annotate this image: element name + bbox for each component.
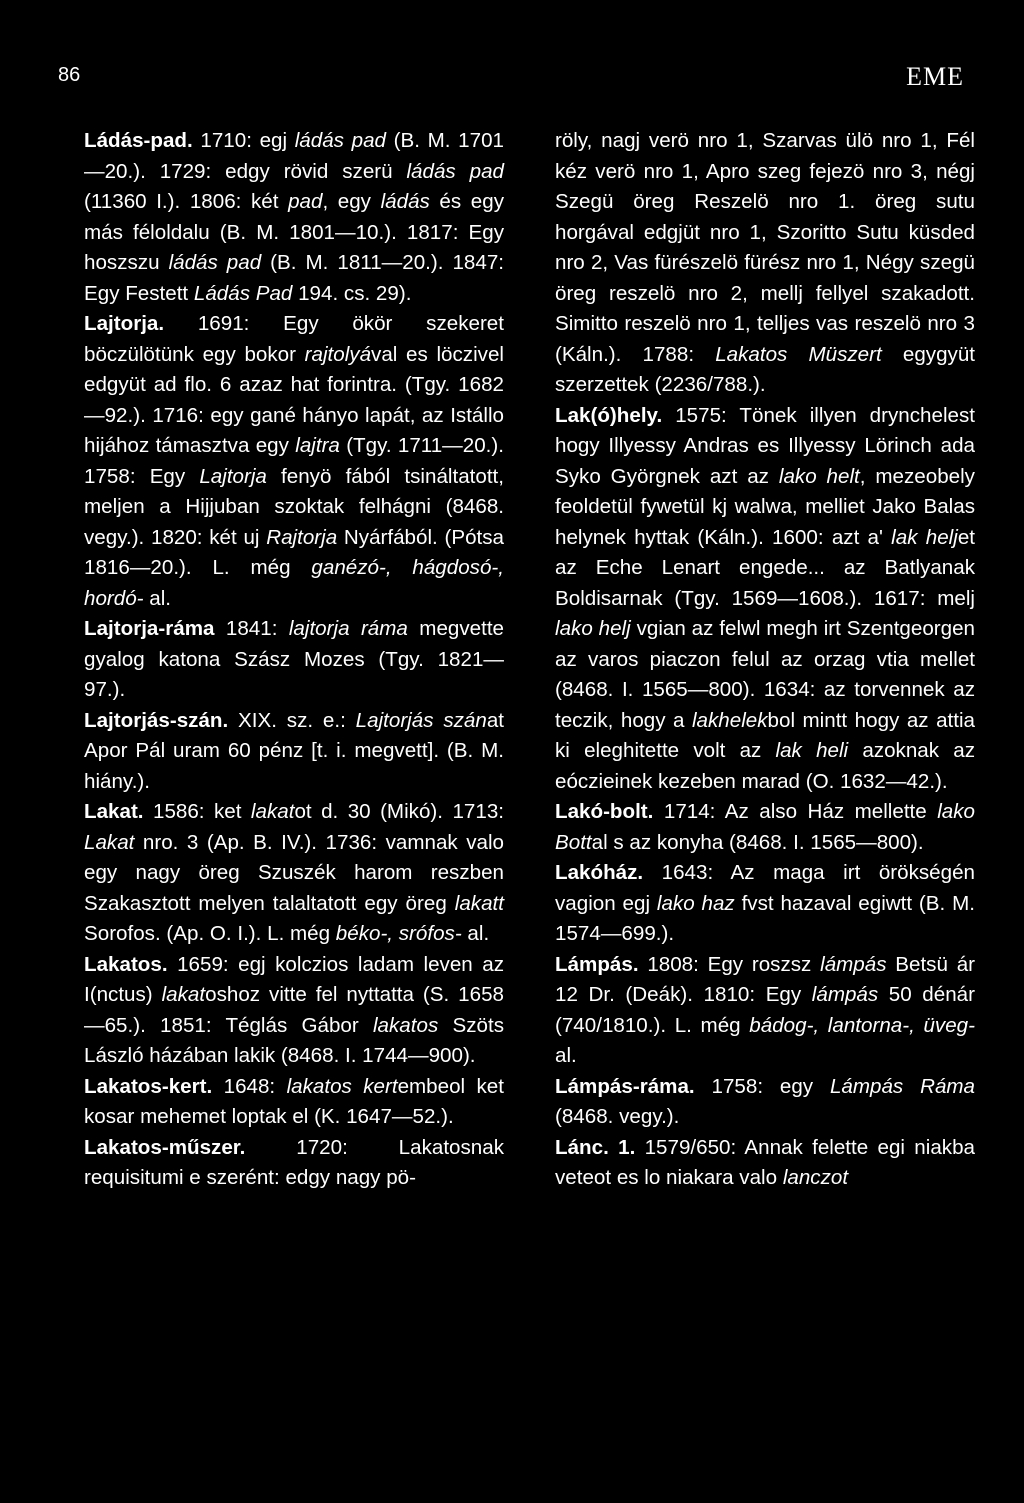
dictionary-entry: Lakóház. 1643: Az maga irt örökségén vagion egj lako haz fvst hazaval egiwtt (B. M. 1574—699.). (555, 861, 975, 945)
dictionary-entry: Lajtorja. 1691: Egy ökör szekeret böczülötünk egy bokor rajtolyával es löczivel edgyüt ad flo. 6 azaz hat forintra. (Tgy. 1682—92.). 1716: egy gané hányo lapát, az Istállo hijához támasztva egy lajtra (Tgy. 1711—20.). 1758: Egy Lajtorja fenyö fából tsináltatott, meljen a Hijjuban szoktak felhágni (8468. vegy.). 1820: két uj Rajtorja Nyárfából. (Pótsa 1816—20.). L. még ganézó-, hágdosó-, hordó- al. (84, 312, 504, 610)
page-number: 86 (58, 64, 81, 86)
right-column (555, 126, 975, 1194)
dictionary-entry: Lakatos-műszer. 1720: Lakatosnak requisitumi e szerént: edgy nagy pö- (84, 1135, 504, 1189)
dictionary-entry: Lámpás. 1808: Egy roszsz lámpás Betsü ár 12 Dr. (Deák). 1810: Egy lámpás 50 dénár (740/1810.). L. még bádog-, lantorna-, üveg- al. (555, 952, 976, 1067)
page-header (0, 62, 1024, 92)
dictionary-entry: Lakatos-kert. 1648: lakatos kertembeol ket kosar mehemet loptak el (K. 1647—52.). (84, 1074, 504, 1128)
left-column (84, 126, 504, 1194)
dictionary-entry: Lak(ó)hely. 1575: Tönek illyen drynchelest hogy Illyessy Andras es Illyessy Lörinch ada Syko Györgnek azt az lako helt, mezeobely feoldetül fywetül kj walwa, melliet Jako Balas helynek hyttak (Káln.). 1600: azt a' lak heljet az Eche Lenart engede... az Batlyanak Boldisarnak (Tgy. 1569—1608.). 1617: melj lako helj vgian az felwl megh irt Szentgeorgen az varos piaczon felul az orzag vtia mellet (8468. I. 1565—800). 1634: az torvennek az teczik, hogy a lakhelekbol mintt hogy az attia ki eleghitette volt az lak heli azoknak az eóczieinek kezeben marad (O. 1632—42.). (555, 403, 975, 793)
dictionary-entry: Lámpás-ráma. 1758: egy Lámpás Ráma (8468. vegy.). (555, 1074, 976, 1128)
dictionary-entry: Lajtorja-ráma 1841: lajtorja ráma megvette gyalog katona Szász Mozes (Tgy. 1821—97.). (84, 617, 504, 701)
dictionary-entry: Lajtorjás-szán. XIX. sz. e.: Lajtorjás szánat Apor Pál uram 60 pénz [t. i. megvett]. (B. M. hiány.). (84, 708, 505, 793)
dictionary-entry: Lakó-bolt. 1714: Az also Ház mellette lako Bottal s az konyha (8468. I. 1565—800). (555, 800, 975, 854)
dictionary-entry: Lakat. 1586: ket lakatot d. 30 (Mikó). 1713: Lakat nro. 3 (Ap. B. IV.). 1736: vamnak valo egy nagy öreg Szuszék harom reszben Szakasztott melyen talaltatott egy öreg lakatt Sorofos. (Ap. O. I.). L. még béko-, srófos- al. (84, 800, 504, 945)
dictionary-entry: Ládás-pad. 1710: egj ládás pad (B. M. 1701—20.). 1729: edgy rövid szerü ládás pad (11360 I.). 1806: két pad, egy ládás és egy más féloldalu (B. M. 1801—10.). 1817: Egy hoszszu ládás pad (B. M. 1811—20.). 1847: Egy Festett Ládás Pad 194. cs. 29). (84, 129, 504, 305)
dictionary-entry: Lakatos. 1659: egj kolczios ladam leven az I(nctus) lakatoshoz vitte fel nyttatta (S. 1658—65.). 1851: Téglás Gábor lakatos Szöts László házában lakik (8468. I. 1744—900). (84, 952, 504, 1067)
running-head: EME (906, 62, 964, 91)
dictionary-entry: Lánc. 1. 1579/650: Annak felette egi niakba veteot es lo niakara valo lanczot (555, 1135, 975, 1189)
dictionary-entry: röly, nagj verö nro 1, Szarvas ülö nro 1, Fél kéz verö nro 1, Apro szeg fejezö nro 3, négj Szegü öreg Reszelö nro 1. öreg sutu horgával edgjüt nro 1, Szoritto Sutu küsded nro 2, Vas fürészelö fürész nro 1, Négy szegü öreg reszelö nro 2, mellj fellyel szakadott. Simitto reszelö nro 1, telljes vas reszelö nro 3 (Káln.). 1788: Lakatos Müszert egygyüt szerzettek (2236/788.). (555, 129, 975, 396)
